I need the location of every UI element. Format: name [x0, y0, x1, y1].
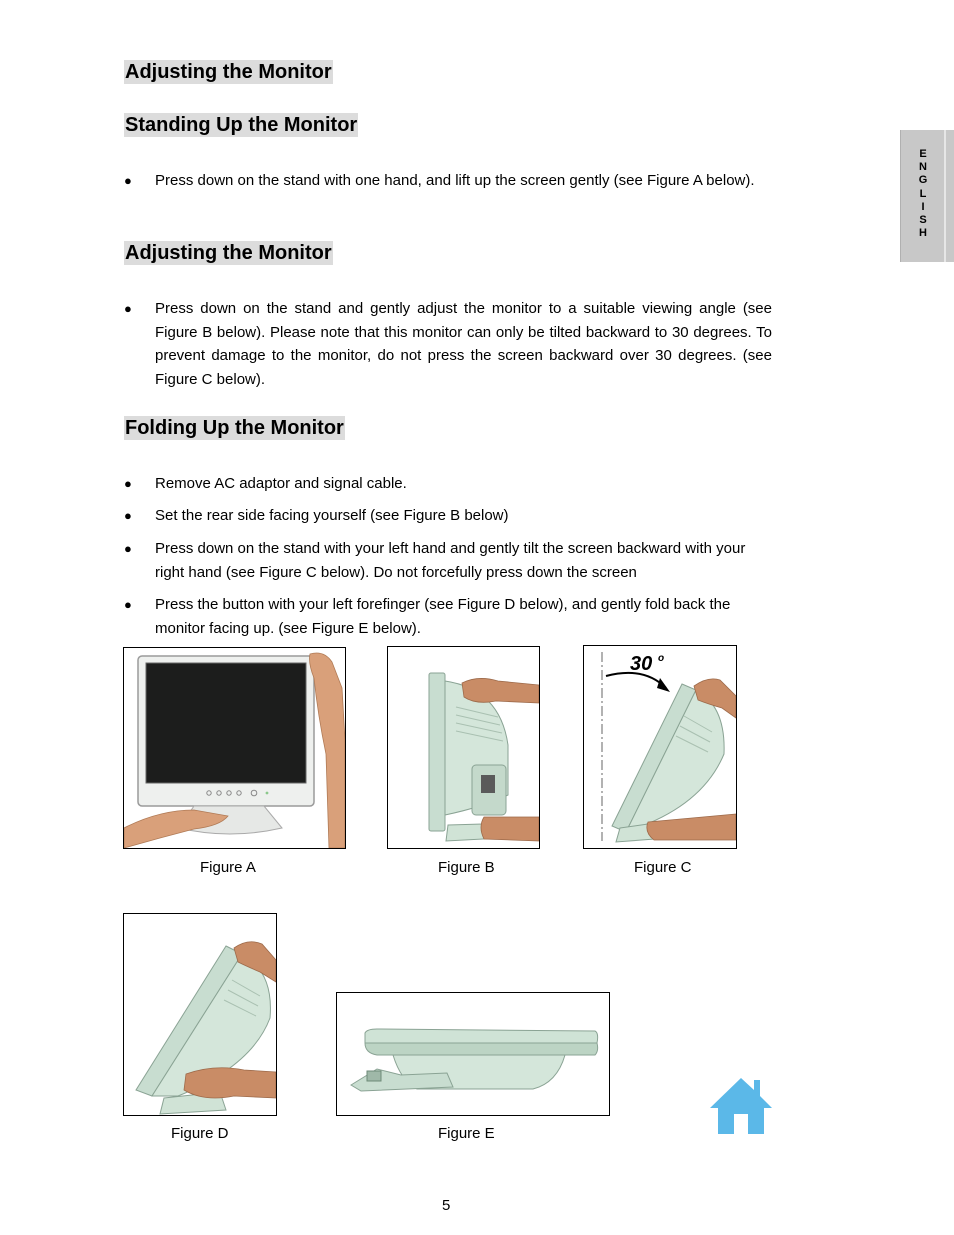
section-heading-adjusting-monitor: Adjusting the Monitor [125, 61, 332, 83]
bullet-item [124, 593, 772, 640]
bullet-icon: ● [124, 508, 132, 523]
lang-letter: L [919, 187, 927, 200]
section-heading-standing-up: Standing Up the Monitor [125, 114, 358, 136]
bullet-icon: ● [124, 476, 132, 491]
figure-d-image [123, 913, 277, 1116]
angle-unit: o [658, 653, 665, 664]
bullet-icon: ● [124, 301, 132, 316]
lang-letter: S [919, 214, 927, 227]
tab-edge [944, 130, 946, 262]
bullet-item [124, 537, 772, 584]
section-heading-folding-up: Folding Up the Monitor [125, 417, 344, 439]
bullet-item [124, 169, 772, 193]
bullet-icon: ● [124, 597, 132, 612]
figure-c-caption: Figure C [634, 859, 692, 876]
bullet-item [124, 504, 772, 528]
bullet-text: Set the rear side facing yourself (see Figure B below) [155, 507, 509, 524]
figure-c-image [583, 645, 737, 849]
angle-label: 30 [630, 653, 653, 675]
figure-d-caption: Figure D [171, 1125, 229, 1142]
figure-b-illustration [388, 647, 539, 848]
bullet-text: Press down on the stand with your left hand and gently tilt the screen backward with your right hand (see Figure C below). Do not forcefully press down the screen [155, 540, 746, 581]
page-number: 5 [442, 1197, 451, 1214]
bullet-text: Press down on the stand with one hand, and lift up the screen gently (see Figure A below). [155, 172, 755, 189]
bullet-text: Press the button with your left forefinger (see Figure D below), and gently fold back the monitor facing up. (see Figure E below). [155, 596, 731, 637]
bullet-item [124, 297, 772, 391]
figure-a-image [123, 647, 346, 849]
bullet-icon: ● [124, 173, 132, 188]
bullet-text: Press down on the stand and gently adjust the monitor to a suitable viewing angle (see Figure B below). Please note that this monitor can only be tilted backward to 30 degrees. To prevent damage to the monitor, do not press the screen backward over 30 degrees. (see Figure C below). [155, 300, 772, 388]
figure-d-illustration [124, 914, 276, 1115]
bullet-text: Remove AC adaptor and signal cable. [155, 475, 407, 492]
lang-letter: N [919, 161, 927, 174]
figure-e-caption: Figure E [438, 1125, 495, 1142]
lang-letter: H [919, 227, 927, 240]
section-heading-adjusting-monitor-2: Adjusting the Monitor [125, 242, 332, 264]
home-icon[interactable] [708, 1076, 774, 1141]
lang-letter: I [921, 200, 925, 213]
angle-arrow-icon [657, 678, 670, 692]
language-side-tab [900, 130, 954, 262]
bullet-icon: ● [124, 541, 132, 556]
figure-b-caption: Figure B [438, 859, 495, 876]
lang-letter: G [918, 174, 928, 187]
bullet-item [124, 472, 772, 496]
lang-letter: E [919, 148, 927, 160]
figure-a-illustration [124, 648, 345, 848]
figure-c-illustration [584, 646, 736, 848]
figure-e-image [336, 992, 610, 1116]
figure-a-caption: Figure A [200, 859, 256, 876]
figure-e-illustration [337, 993, 609, 1115]
language-letters [917, 148, 929, 240]
figure-b-image [387, 646, 540, 849]
